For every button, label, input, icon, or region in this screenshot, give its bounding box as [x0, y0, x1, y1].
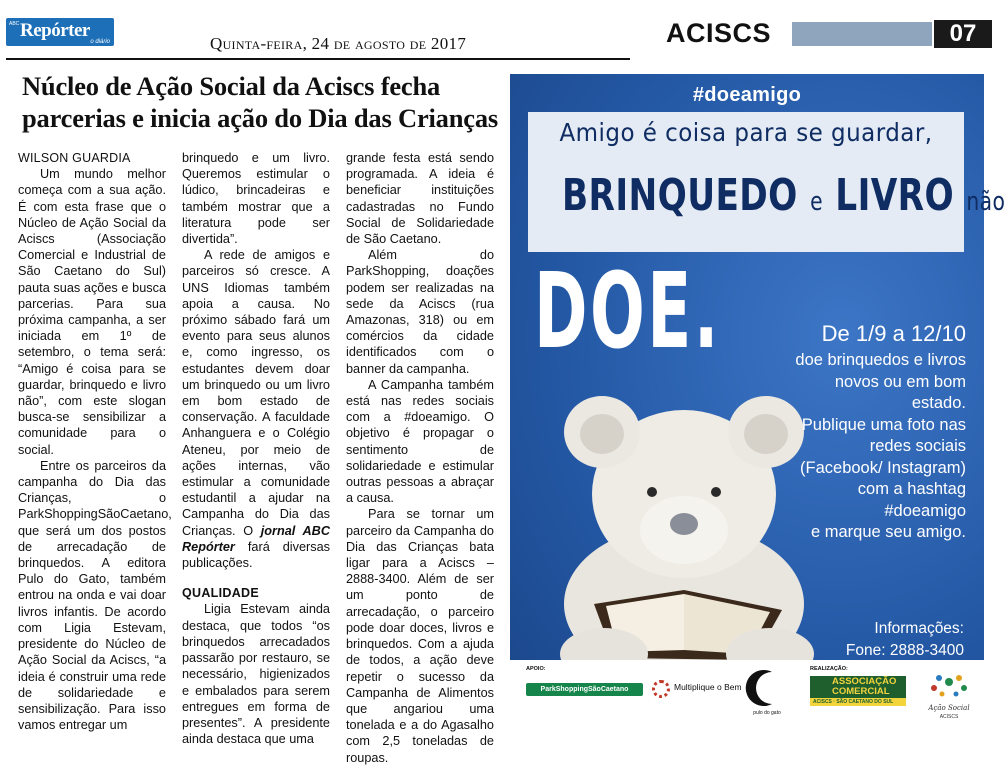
article-column-1 [18, 150, 172, 733]
parkshopping-logo: ParkShoppingSãoCaetano [526, 683, 643, 696]
paragraph: brinquedo e um livro. Queremos estimular o lúdico, brincadeiras e também mostrar que a literatura pode ser divertida”. [182, 151, 330, 247]
info-label: Informações: [874, 620, 964, 637]
promo-line: e marque seu amigo. [810, 523, 966, 541]
slogan-nao: não [966, 187, 1005, 217]
acao-social-logo [920, 668, 978, 724]
info-phone: Fone: 2888-3400 [845, 642, 964, 659]
article-headline: Núcleo de Ação Social da Aciscs fecha parcerias e inicia ação do Dia das Crianças [22, 71, 498, 133]
sponsor-strip [510, 660, 984, 728]
ad-contact [846, 618, 964, 662]
campaign-dates: De 1/9 a 12/10 [821, 321, 966, 346]
section-bar [792, 22, 932, 46]
assoc-box [810, 676, 906, 698]
ad-doe: DOE. [534, 250, 721, 372]
promo-line: novos ou em bom estado. [834, 372, 966, 412]
paragraph: grande festa está sendo programada. A ideia é beneficiar instituições cadastradas no Fundo Social de Solidariedade de São Caetano. [346, 151, 494, 247]
acao-social-text: Ação Social [928, 704, 970, 712]
assoc-line-2: COMERCIAL [832, 686, 890, 697]
pulo-do-gato-icon [742, 666, 788, 710]
article-column-2 [182, 150, 330, 747]
associacao-comercial-logo [810, 676, 906, 712]
article-column-3 [346, 150, 494, 766]
newspaper-name: jornal ABC Repórter [182, 523, 330, 554]
logo-name: Repórter [20, 20, 90, 41]
paragraph: Além do ParkShopping, doações podem ser realizadas na sede da Aciscs (rua Amazonas, 318) ou em comércios da cidade identificados com o banner da campanha. [346, 248, 494, 376]
paragraph [182, 247, 330, 571]
paragraph-text: A rede de amigos e parceiros só cresce. A UNS Idiomas também apoia a causa. No próximo sábado fará um evento para seus alunos e, como ingresso, os estudantes devem doar um brinquedo ou um livro em bom estado de conservação. A faculdade Anhanguera e o Colégio Ateneu, por meio de ações internas, vão estimular a comunidade estudantil a ajudar na Campanha do Dia das Crianças. O [182, 248, 330, 538]
logo-sub: o diário [90, 39, 110, 45]
slogan-brinquedo: BRINQUEDO [562, 170, 798, 221]
slogan-livro: LIVRO [835, 170, 955, 221]
multiplique-logo: Multiplique o Bem [674, 682, 742, 692]
campaign-ad [510, 74, 1005, 728]
page-number: 07 [934, 20, 992, 48]
promo-line: Publique uma foto nas [801, 415, 966, 434]
ad-promo [780, 320, 966, 544]
paragraph: Um mundo melhor começa com a sua ação. É com esta frase que o Núcleo de Ação Social da Aciscs (Associação Comercial e Industrial de São Caetano do Sul) pauta suas ações e busca parcerias. Para sua próxima campanha, a ser iniciada em 1º de setembro, o tema será: “Amigo é coisa para se guardar, brinquedo e livro não”, com este slogan busca-se sensibilizar a comunidade para o social. [18, 167, 166, 457]
slogan-line-2 [562, 170, 1005, 221]
ad-slogan-box [528, 112, 1005, 252]
paragraph-text: fará diversas publicações. [182, 539, 330, 571]
promo-line: com a hashtag [857, 480, 966, 498]
paragraph: A Campanha também está nas redes sociais com a #doeamigo. O objetivo é propagar o sentimento de solidariedade e estimular outras pessoas a abraçar a causa. [346, 377, 494, 506]
section-title: ACISCS [666, 18, 772, 48]
promo-line: doe brinquedos e livros [795, 351, 966, 369]
acao-social-sub: ACISCS [939, 714, 959, 720]
promo-line: redes sociais [869, 437, 966, 455]
pulo-do-gato-logo: pulo do gato [753, 710, 781, 716]
paragraph: Ligia Estevam ainda destaca, que todos “os brinquedos arrecadados passarão por restauro, se necessário, higienizados e embalados para serem entregues em forma de presentes”. A presidente ainda destaca que uma [182, 602, 330, 747]
byline: WILSON GUARDIA [18, 151, 131, 165]
assoc-bar: ACISCS · SÃO CAETANO DO SUL [810, 698, 906, 706]
slogan-line-1: Amigo é coisa para se guardar, [559, 118, 933, 147]
apoio-label: APOIO: [526, 666, 546, 672]
ad-hashtag: #doeamigo [692, 84, 802, 106]
dateline: Quinta-feira, 24 de agosto de 2017 [210, 34, 467, 53]
multiplique-icon [652, 680, 670, 698]
logo-abc: ABC [9, 21, 20, 27]
newspaper-logo [6, 18, 114, 46]
assoc-line-1: ASSOCIAÇÃO [832, 676, 897, 687]
promo-line: #doeamigo [884, 501, 966, 520]
header-rule [6, 58, 630, 60]
subhead: QUALIDADE [182, 586, 260, 601]
realizacao-label: REALIZAÇÃO: [810, 666, 848, 672]
slogan-e: e [810, 187, 823, 217]
promo-line: (Facebook/ Instagram) [800, 458, 966, 477]
acao-social-icon [920, 668, 978, 704]
paragraph: Entre os parceiros da campanha do Dia das Crianças, o ParkShoppingSãoCaetano, que será um dos postos de arrecadação de brinquedos. A editora Pulo do Gato, também entrou na onda e vai doar livros infantis. De acordo com Ligia Estevam, presidente do Núcleo de Ação Social da Aciscs, “a ideia é construir uma rede de solidariedade e sensibilização. Para isso vamos entregar um [18, 458, 172, 733]
paragraph: Para se tornar um parceiro da Campanha do Dia das Crianças bata ligar para a Aciscs – 2888-3400. Além de ser um ponto de arrecadação, o parceiro pode doar doces, livros e brinquedos. Com a ajuda de todos, a ação deve repetir o sucesso da Campanha de Alimentos que angariou uma tonelada e a do Agasalho com 2,5 toneladas de roupas. [346, 507, 494, 765]
